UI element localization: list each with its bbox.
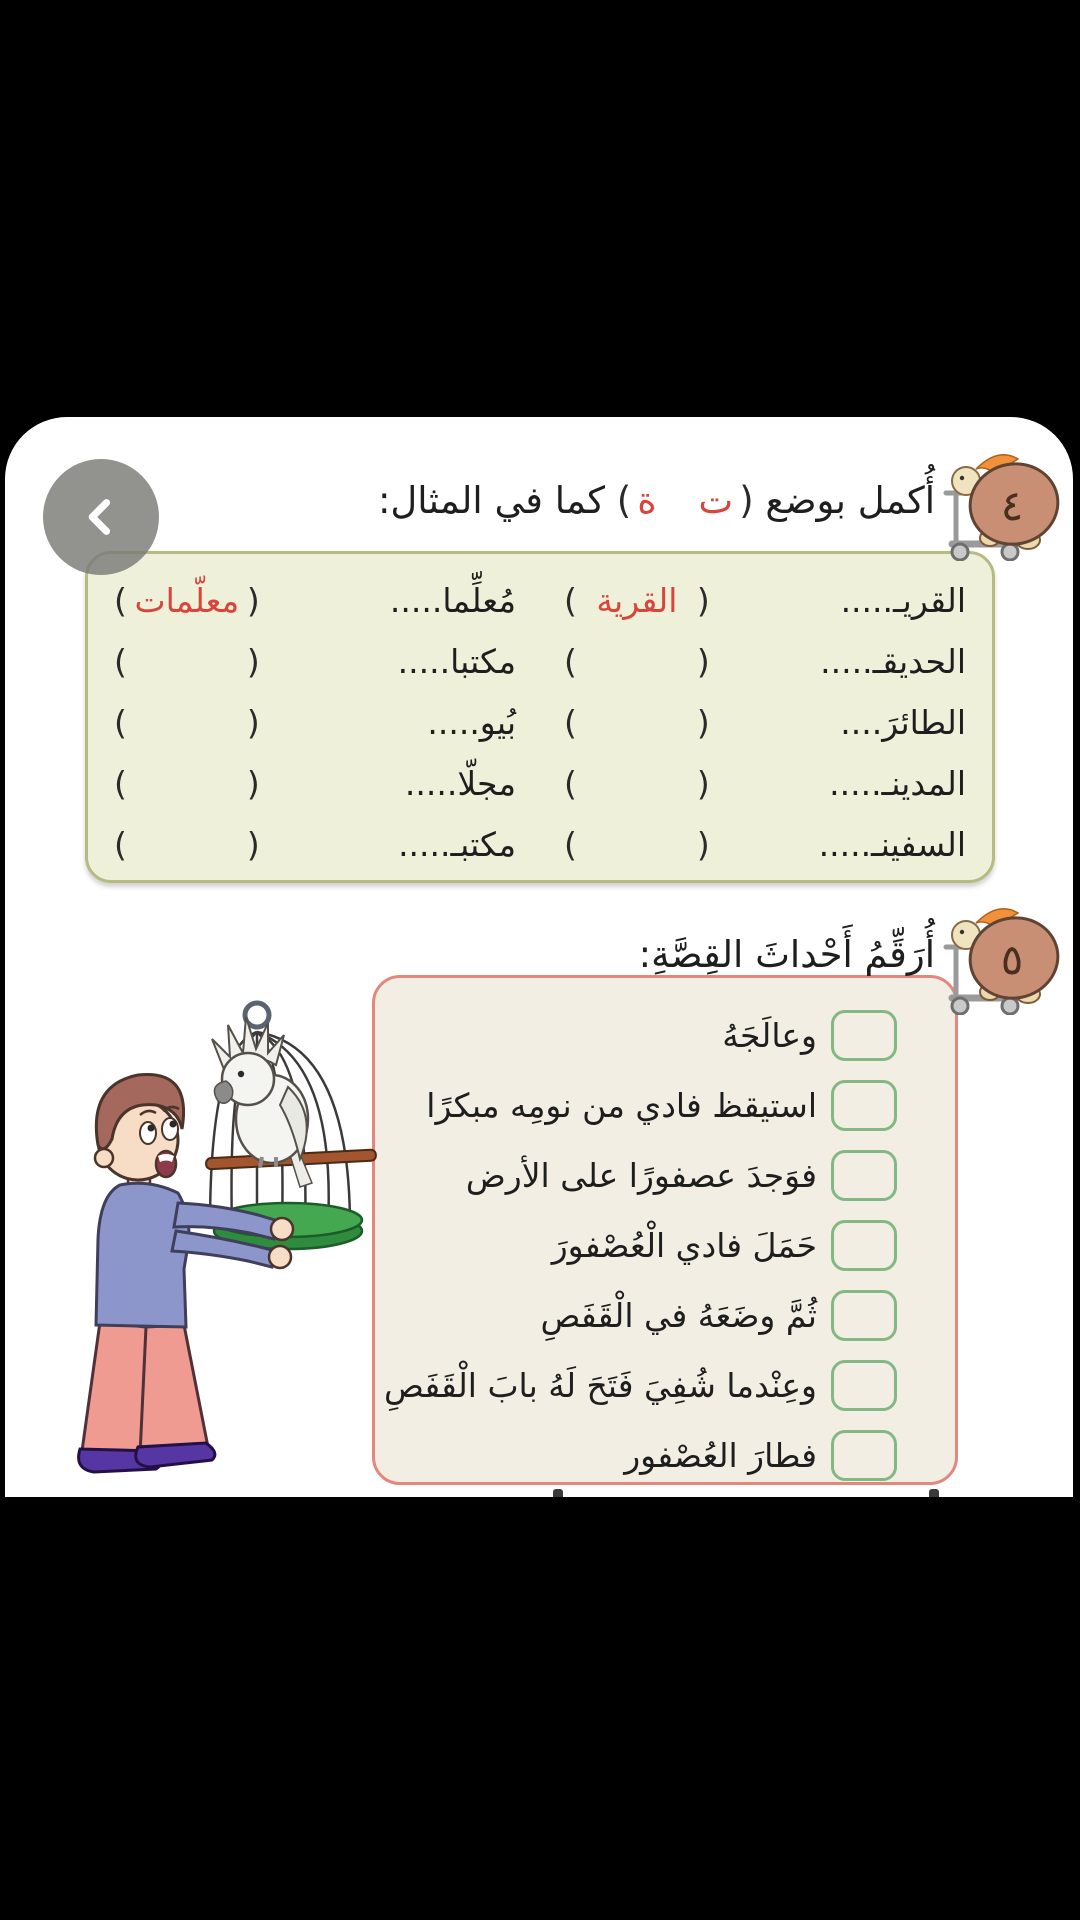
turtle-scooter-mascot-icon xyxy=(941,441,1065,561)
paren-open: ( xyxy=(739,478,754,522)
paren-close: ) xyxy=(696,825,710,864)
paren-close: ) xyxy=(616,478,632,522)
number-checkbox[interactable] xyxy=(831,1290,897,1341)
number-checkbox[interactable] xyxy=(831,1150,897,1201)
story-item-text: فطارَ العُصْفور xyxy=(624,1435,817,1475)
fill-row xyxy=(564,814,966,875)
paren-open: ( xyxy=(114,703,127,742)
answer-blank[interactable]: القرية xyxy=(596,581,678,620)
paren-close: ) xyxy=(696,581,710,620)
story-item-text: ثُمَّ وضَعَهُ في الْقَفَصِ xyxy=(540,1295,817,1335)
story-item xyxy=(375,1070,897,1140)
word-stem: بُيو..... xyxy=(427,703,516,742)
cutoff-text-fragment xyxy=(553,1489,563,1497)
cutoff-text-fragment xyxy=(929,1489,939,1497)
fill-row xyxy=(564,570,966,631)
word-stem: مكتبا..... xyxy=(397,642,516,681)
word-stem: السفينـ..... xyxy=(818,825,966,864)
exercise4-number: ٤ xyxy=(1000,481,1024,530)
paren-close: ) xyxy=(246,764,260,803)
exercise4-title xyxy=(378,477,935,525)
story-item-text: وعِنْدما شُفِيَ فَتَحَ لَهُ بابَ الْقَفَصِ xyxy=(383,1365,817,1405)
back-chevron-icon xyxy=(79,495,123,539)
number-checkbox[interactable] xyxy=(831,1430,897,1481)
exercise4-title-suffix: كما في المثال: xyxy=(377,478,606,522)
story-item-text: فوَجدَ عصفورًا على الأرض xyxy=(465,1155,817,1195)
exercise5-story-box xyxy=(372,975,958,1485)
answer-blank[interactable]: معلّمات xyxy=(134,581,240,620)
story-item xyxy=(375,1140,897,1210)
back-button[interactable] xyxy=(43,459,159,575)
number-checkbox[interactable] xyxy=(831,1360,897,1411)
paren-open: ( xyxy=(564,825,577,864)
story-item-text: وعالَجَهُ xyxy=(722,1015,817,1055)
word-stem: مجلّا..... xyxy=(404,764,516,803)
story-item xyxy=(375,1280,897,1350)
exercise4-header xyxy=(378,441,1065,561)
paren-close: ) xyxy=(246,703,260,742)
word-stem: الحديقـ..... xyxy=(820,642,966,681)
exercise4-target-letters: ت ة xyxy=(637,478,734,522)
paren-close: ) xyxy=(696,642,710,681)
paren-open: ( xyxy=(114,764,127,803)
exercise4-title-prefix: أُكمل بوضع xyxy=(765,478,935,522)
paren-open: ( xyxy=(564,764,577,803)
paren-close: ) xyxy=(696,764,710,803)
story-item-text: حَمَلَ فادي الْعُصْفورَ xyxy=(551,1225,817,1265)
paren-open: ( xyxy=(114,642,127,681)
worksheet-page xyxy=(5,417,1073,1497)
number-checkbox[interactable] xyxy=(831,1220,897,1271)
paren-close: ) xyxy=(246,642,260,681)
word-stem: مكتبـ..... xyxy=(398,825,516,864)
word-stem: مُعلِّما..... xyxy=(389,581,516,620)
paren-open: ( xyxy=(564,581,577,620)
paren-open: ( xyxy=(564,703,577,742)
story-item xyxy=(375,1350,897,1420)
exercise4-answer-box xyxy=(85,551,995,883)
paren-close: ) xyxy=(246,581,260,620)
fill-row xyxy=(564,753,966,814)
number-checkbox[interactable] xyxy=(831,1010,897,1061)
paren-close: ) xyxy=(696,703,710,742)
boy-with-birdcage-illustration xyxy=(60,977,390,1489)
paren-open: ( xyxy=(114,825,127,864)
fill-row xyxy=(114,631,516,692)
word-stem: الطائرَ.... xyxy=(840,703,966,742)
fill-row xyxy=(564,631,966,692)
number-checkbox[interactable] xyxy=(831,1080,897,1131)
fill-row xyxy=(114,692,516,753)
word-stem: المدينـ..... xyxy=(829,764,966,803)
exercise5-title: أُرَقِّمُ أَحْداثَ القِصَّةِ: xyxy=(638,932,935,976)
turtle-scooter-mascot-icon xyxy=(941,895,1065,1015)
fill-row xyxy=(114,814,516,875)
story-item xyxy=(375,1210,897,1280)
fill-row xyxy=(114,570,516,631)
word-stem: القريـ..... xyxy=(840,581,966,620)
story-item-text: استيقظ فادي من نومِه مبكرًا xyxy=(426,1085,817,1125)
exercise5-header xyxy=(639,895,1065,1015)
exercise5-number: ٥ xyxy=(1000,935,1024,984)
fill-row xyxy=(114,753,516,814)
fill-row xyxy=(564,692,966,753)
story-item xyxy=(375,1420,897,1490)
paren-open: ( xyxy=(564,642,577,681)
paren-close: ) xyxy=(246,825,260,864)
paren-open: ( xyxy=(114,581,127,620)
